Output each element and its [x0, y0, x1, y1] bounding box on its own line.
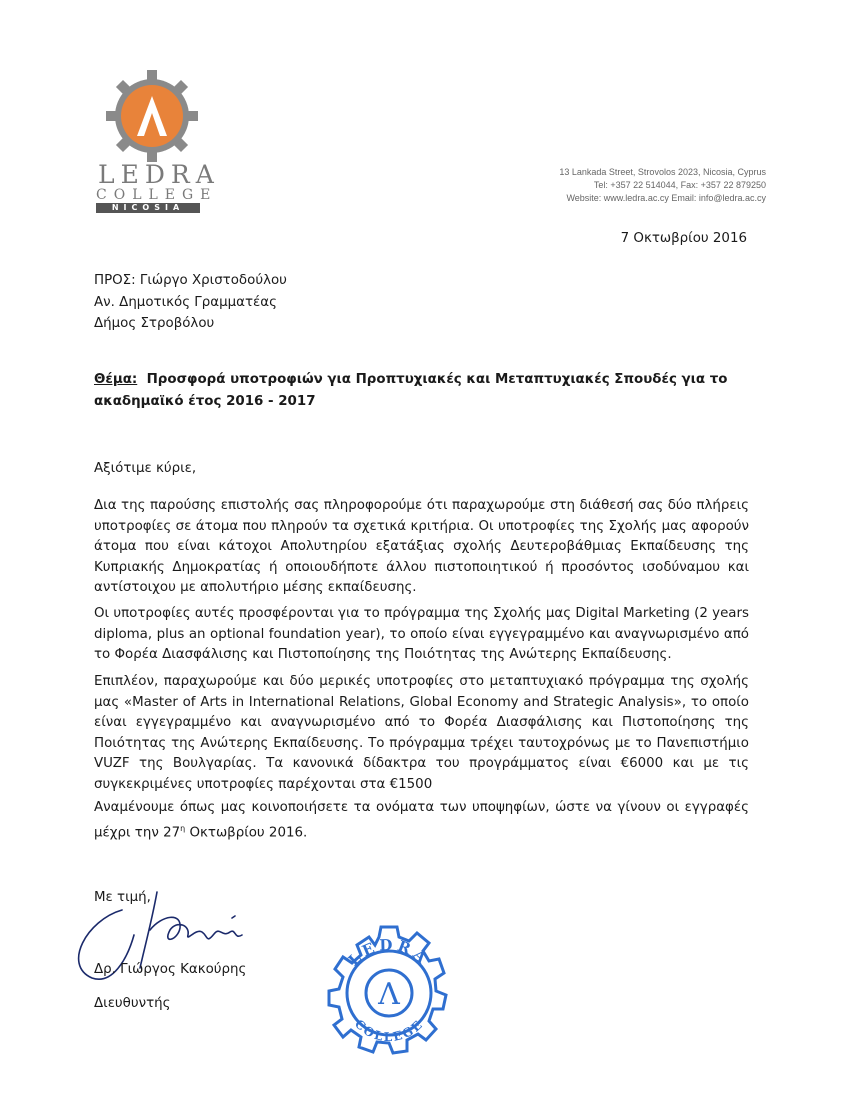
paragraph-3: Επιπλέον, παραχωρούμε και δύο μερικές υποτροφίες στο μεταπτυχιακό πρόγραμμα της σχολής μας «Master of Arts in International Relations, Global Economy and Strategic Analysis», το οποίο είναι εγγεγραμμένο και αναγνωρισμένο από το Φορέα Διασφάλισης και Πιστοποίησης της Ποιότητας της Ανώτερης Εκπαίδευσης. Το πρόγραμμα τρέχει ταυτοχρόνως με το Πανεπιστήμιο VUZF της Βουλγαρίας. Τα κανονικά δίδακτρα του προγράμματος είναι €6000 και με τις συγκεκριμένες υποτροφίες παρέχονται στα €1500	[94, 674, 749, 792]
college-logo	[92, 68, 220, 218]
paragraph-4	[94, 798, 749, 843]
logo-college: COLLEGE	[96, 187, 218, 203]
signatory-title: Διευθυντής	[94, 996, 171, 1011]
college-stamp-icon	[318, 918, 460, 1068]
paragraph-4-start: Αναμένουμε όπως μας κοινοποιήσετε τα ονόματα των υποψηφίων, ώστε να γίνουν οι εγγραφές μέχρι την 27	[94, 800, 749, 840]
stamp-center-glyph: Λ	[378, 977, 400, 1012]
paragraph-1: Δια της παρούσης επιστολής σας πληροφορούμε ότι παραχωρούμε στη διάθεσή σας δύο πλήρεις υποτροφίες σε άτομα που πληρούν τα σχετικά κριτήρια. Οι υποτροφίες της Σχολής μας αφορούν άτομα που είναι κάτοχοι Απολυτηρίου εξατάξιας σχολής Δευτεροβάθμιας Εκπαίδευσης της Κυπριακής Δημοκρατίας ή οποιουδήποτε άλλου πιστοποιητικού ή προσόντος ισοδύναμου και αντίστοιχου με απολυτήριο μέσης εκπαίδευσης.	[94, 498, 749, 595]
logo-name: LEDRA	[98, 160, 220, 189]
logo-city: NICOSIA	[111, 203, 185, 212]
gear-logo-icon	[92, 68, 212, 163]
closing-regards: Με τιμή,	[94, 890, 151, 905]
phone-line: Tel: +357 22 514044, Fax: +357 22 879250	[593, 180, 766, 190]
stamp-top-path: LEDRA	[344, 935, 434, 970]
signatory-name: Δρ. Γιώργος Κακούρης	[94, 962, 247, 977]
recipient-title: Αν. Δημοτικός Γραμματέας	[94, 295, 277, 310]
recipient-org: Δήμος Στροβόλου	[94, 316, 215, 331]
subject-label: Θέμα:	[94, 372, 138, 387]
stamp-bottom-path: COLLEGE	[351, 1016, 427, 1045]
recipient-name: ΠΡΟΣ: Γιώργο Χριστοδούλου	[94, 273, 287, 288]
address-line: 13 Lankada Street, Strovolos 2023, Nicosia, Cyprus	[559, 167, 766, 177]
stamp-top-text	[345, 936, 433, 970]
subject-text: Προσφορά υποτροφιών για Προπτυχιακές και Μεταπτυχιακές Σπουδές για το ακαδημαϊκό έτος 2016 - 2017	[94, 372, 728, 409]
letter-date: 7 Οκτωβρίου 2016	[620, 231, 747, 246]
paragraph-2: Οι υποτροφίες αυτές προσφέρονται για το πρόγραμμα της Σχολής μας Digital Marketing (2 years diploma, plus an optional foundation year), το οποίο είναι εγγεγραμμένο και αναγνωρισμένο από το Φορέα Διασφάλισης και Πιστοποίησης της Ποιότητας της Ανώτερης Εκπαίδευσης.	[94, 606, 749, 662]
paragraph-4-sup: η	[180, 823, 186, 833]
paragraph-4-end: Οκτωβρίου 2016.	[185, 824, 308, 840]
salutation: Αξιότιμε κύριε,	[94, 461, 197, 476]
stamp-bottom-text	[352, 1017, 426, 1044]
address-block	[466, 166, 766, 205]
subject-line	[94, 369, 754, 413]
web-line: Website: www.ledra.ac.cy Email: info@ledra.ac.cy	[566, 193, 766, 203]
